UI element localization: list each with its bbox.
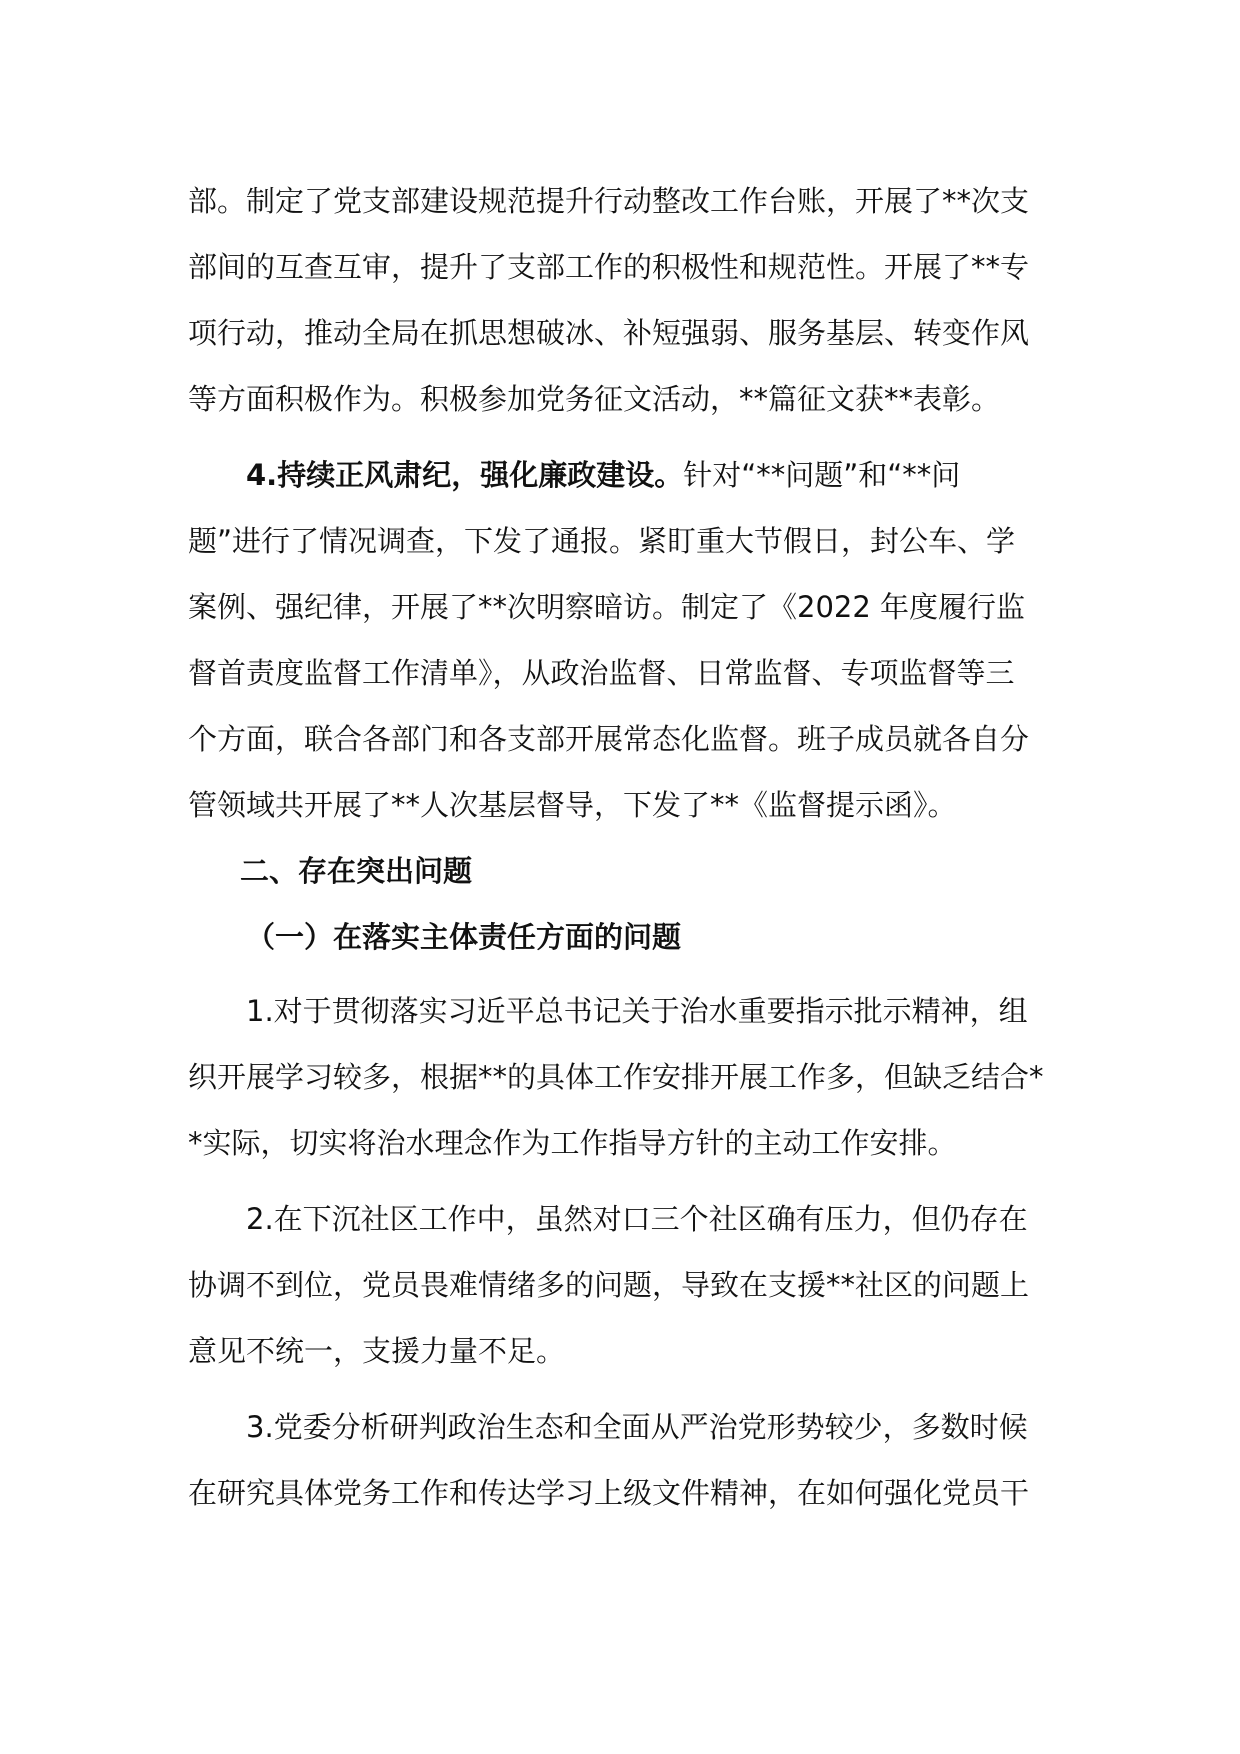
- paragraph-lead-heading: 4.持续正风肃纪，强化廉政建设。: [246, 458, 684, 492]
- text-line: 项行动，推动全局在抓思想破冰、补短强弱、服务基层、转变作风: [188, 316, 1030, 350]
- text-line: 织开展学习较多，根据**的具体工作安排开展工作多，但缺乏结合*: [188, 1060, 1044, 1094]
- text-line: 题”进行了情况调查，下发了通报。紧盯重大节假日，封公车、学: [188, 524, 1016, 558]
- problem-item-2: [188, 1186, 1056, 1384]
- text-line: 部间的互查互审，提升了支部工作的积极性和规范性。开展了**专: [188, 250, 1030, 284]
- text-line: 个方面，联合各部门和各支部开展常态化监督。班子成员就各自分: [188, 722, 1030, 756]
- paragraph-party-branch: [188, 168, 1056, 432]
- problem-item-1: [188, 978, 1056, 1176]
- paragraph-discipline: [188, 442, 1056, 838]
- text-line: 部。制定了党支部建设规范提升行动整改工作台账，开展了**次支: [188, 184, 1030, 218]
- text-line: [188, 442, 1056, 508]
- problem-item-3: [188, 1394, 1056, 1526]
- document-page: [188, 168, 1056, 1526]
- text-line: 协调不到位，党员畏难情绪多的问题，导致在支援**社区的问题上: [188, 1268, 1030, 1302]
- text-line: 案例、强纪律，开展了**次明察暗访。制定了《2022 年度履行监: [188, 590, 1026, 624]
- subsection-heading: （一）在落实主体责任方面的问题: [246, 920, 682, 954]
- section-heading: 二、存在突出问题: [240, 854, 473, 888]
- text-line: 在研究具体党务工作和传达学习上级文件精神，在如何强化党员干: [188, 1476, 1030, 1510]
- text-line: 等方面积极作为。积极参加党务征文活动，**篇征文获**表彰。: [188, 382, 1001, 416]
- text-line: 管领域共开展了**人次基层督导，下发了**《监督提示函》。: [188, 788, 957, 822]
- text-fragment: 针对“**问题”和“**问: [683, 458, 961, 492]
- text-line: 督首责度监督工作清单》，从政治监督、日常监督、专项监督等三: [188, 656, 1015, 690]
- text-line: 2.在下沉社区工作中，虽然对口三个社区确有压力，但仍存在: [246, 1202, 1028, 1236]
- text-line: 1.对于贯彻落实习近平总书记关于治水重要指示批示精神，组: [246, 994, 1028, 1028]
- text-line: 意见不统一，支援力量不足。: [188, 1334, 566, 1368]
- text-line: *实际，切实将治水理念作为工作指导方针的主动工作安排。: [188, 1126, 957, 1160]
- text-line: 3.党委分析研判政治生态和全面从严治党形势较少，多数时候: [246, 1410, 1028, 1444]
